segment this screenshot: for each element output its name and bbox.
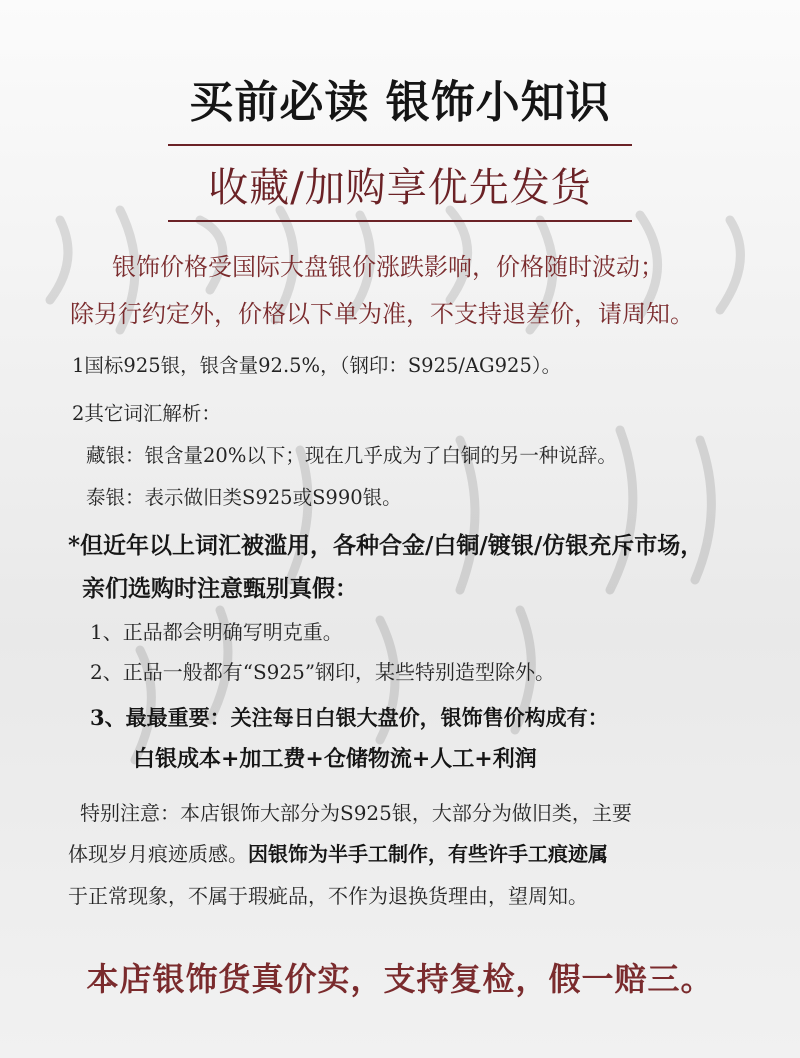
subtitle-bottom-rule xyxy=(168,220,632,222)
note-line-2-a: 体现岁月痕迹质感。 xyxy=(68,842,248,866)
subtitle-top-rule xyxy=(168,144,632,146)
warning-line-2: 亲们选购时注意甄别真假： xyxy=(82,575,358,602)
info-line-3: 藏银：银含量20%以下；现在几乎成为了白铜的另一种说辞。 xyxy=(86,444,617,467)
closing-guarantee: 本店银饰货真价实，支持复检，假一赔三。 xyxy=(86,960,714,998)
page-title: 买前必读 银饰小知识 xyxy=(189,77,611,128)
price-formula: 白银成本+加工费+仓储物流+人工+利润 xyxy=(133,746,537,772)
info-line-2: 2其它词汇解析： xyxy=(72,402,221,425)
price-notice-line-1: 银饰价格受国际大盘银价涨跌影响，价格随时波动； xyxy=(112,253,664,281)
page-subtitle: 收藏/加购享优先发货 xyxy=(208,165,592,211)
price-notice-line-2: 除另行约定外，价格以下单为准，不支持退差价，请周知。 xyxy=(70,300,694,328)
info-line-1: 1国标925银，银含量92.5%，（钢印：S925/AG925）。 xyxy=(72,354,562,377)
step-2: 2、正品一般都有“S925”钢印，某些特别造型除外。 xyxy=(90,660,556,684)
price-notice xyxy=(0,244,800,338)
note-line-3: 于正常现象，不属于瑕疵品，不作为退换货理由，望周知。 xyxy=(68,884,588,908)
note-line-1: 特别注意：本店银饰大部分为S925银，大部分为做旧类，主要 xyxy=(80,801,632,825)
step-1: 1、正品都会明确写明克重。 xyxy=(90,620,343,644)
note-line-2 xyxy=(68,838,748,867)
warning-line-1: *但近年以上词汇被滥用，各种合金/白铜/镀银/仿银充斥市场， xyxy=(68,532,704,559)
note-line-2-b: 因银饰为半手工制作，有些许手工痕迹属 xyxy=(248,842,608,866)
step-3: 3、最最重要：关注每日白银大盘价，银饰售价构成有： xyxy=(90,705,609,730)
info-line-4: 泰银：表示做旧类S925或S990银。 xyxy=(86,486,402,509)
